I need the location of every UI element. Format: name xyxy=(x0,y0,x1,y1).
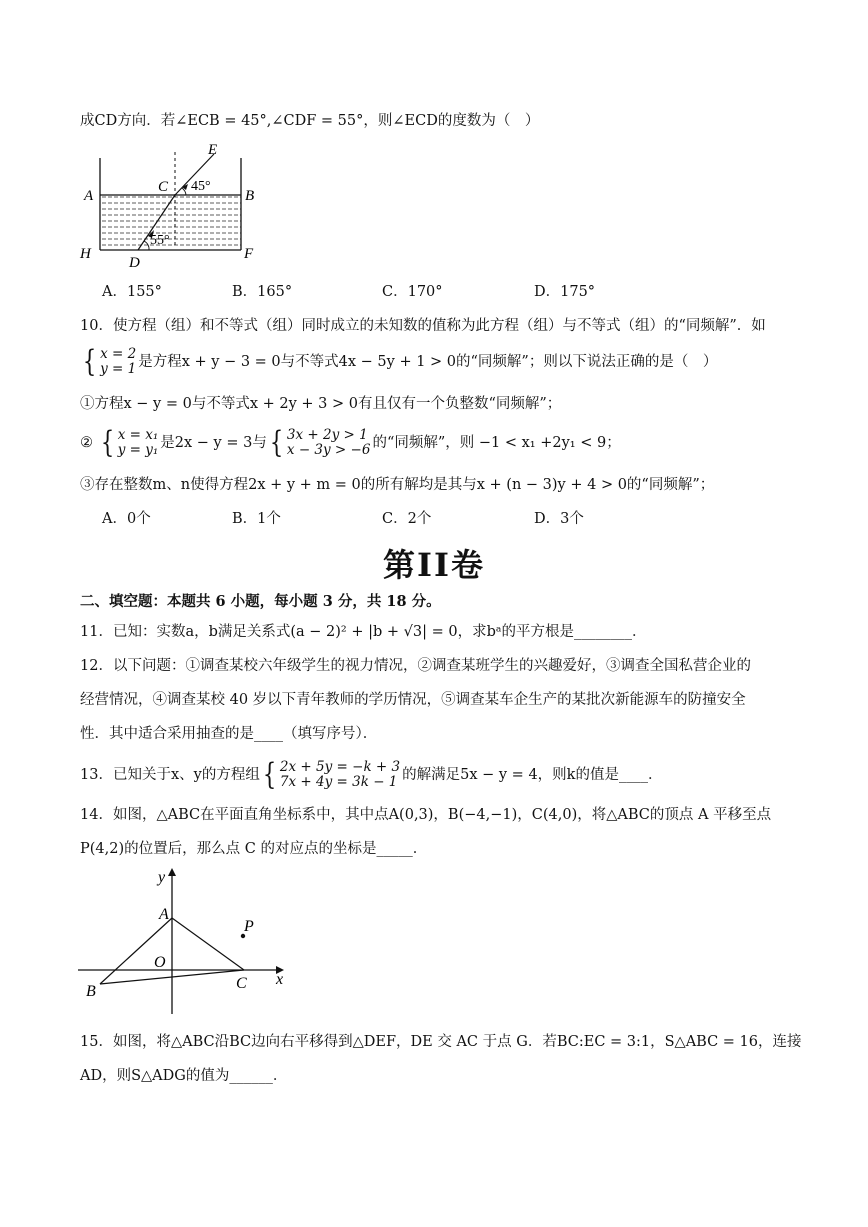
q14-label-x: x xyxy=(276,971,284,988)
q10-statement-3: ③存在整数m、n使得方程2x + y + m = 0的所有解均是其与x + (n − 3)y + 4 > 0的“同频解”； xyxy=(80,477,715,493)
q12-text-1: 12．以下问题：①调查某校六年级学生的视力情况，②调查某班学生的兴趣爱好，③调查全国私营企业的 xyxy=(80,658,751,674)
q10-system-2: 3x + 2y > 1 x − 3y > −6 xyxy=(286,427,371,458)
q10-system-1: x = x₁ y = y₁ xyxy=(117,427,159,458)
q13-system: 2x + 5y = −k + 3 7x + 4y = 3k − 1 xyxy=(279,759,401,790)
q14-text-2: P(4,2)的位置后，那么点 C 的对应点的坐标是_____． xyxy=(80,841,428,857)
q15-text-2: AD，则S△ADG的值为______． xyxy=(80,1068,288,1084)
q9-label-A: A xyxy=(84,188,94,204)
q15-text-1: 15．如图，将△ABC沿BC边向右平移得到△DEF，DE 交 AC 于点 G．若BC:EC = 3:1，S△ABC = 16，连接 xyxy=(80,1034,802,1050)
q14-label-y: y xyxy=(158,869,166,886)
q14-label-A: A xyxy=(159,906,169,923)
q9-figure xyxy=(78,140,278,272)
q14-text-1: 14．如图，△ABC在平面直角坐标系中，其中点A(0,3)，B(−4,−1)，C(4,0)，将△ABC的顶点 A 平移至点 xyxy=(80,807,772,823)
q9-label-45: 45° xyxy=(191,179,211,194)
q14-label-P: P xyxy=(244,918,254,935)
q9-label-D: D xyxy=(129,255,140,271)
q9-label-H: H xyxy=(80,246,91,262)
q9-label-C: C xyxy=(158,179,169,195)
q14-label-O: O xyxy=(154,954,166,971)
section-heading: 二、填空题：本题共 6 小题，每小题 3 分，共 18 分。 xyxy=(80,593,441,610)
q9-label-E: E xyxy=(208,142,218,158)
q9-option-d: D．175° xyxy=(534,284,596,300)
q10-statement-1: ①方程x − y = 0与不等式x + 2y + 3 > 0有且仅有一个负整数“同频解”； xyxy=(80,396,562,412)
q9-option-b: B．165° xyxy=(232,284,293,300)
q12-text-3: 性．其中适合采用抽查的是____（填写序号）． xyxy=(80,726,378,742)
q9-label-55: 55° xyxy=(150,233,170,248)
q10-text-1: 10．使方程（组）和不等式（组）同时成立的未知数的值称为此方程（组）与不等式（组）的“同频解”．如 xyxy=(80,318,766,334)
q11-text: 11．已知：实数a，b满足关系式(a − 2)² + |b + √3| = 0，求bᵃ的平方根是________． xyxy=(80,624,647,640)
part-title: 第II卷 xyxy=(383,546,485,584)
q12-text-2: 经营情况，④调查某校 40 岁以下青年教师的学历情况，⑤调查某车企生产的某批次新能源车的防撞安全 xyxy=(80,692,746,708)
q9-option-c: C．170° xyxy=(382,284,443,300)
q10-option-c: C．2个 xyxy=(382,511,432,527)
q9-option-a: A．155° xyxy=(102,284,162,300)
q9-text: 成CD方向．若∠ECB = 45°,∠CDF = 55°，则∠ECD的度数为（ ） xyxy=(80,113,540,129)
q10-option-a: A．0个 xyxy=(102,511,151,527)
q10-text-2: { x = 2 y = 1 是方程x + y − 3 = 0与不等式4x − 5y + 1 > 0的“同频解”；则以下说法正确的是（ ） xyxy=(82,344,718,379)
q10-option-d: D．3个 xyxy=(534,511,584,527)
q10-statement-2: ② { x = x₁ y = y₁ 是2x − y = 3与{ 3x + 2y > 1 x − 3y > −6 的“同频解”，则 −1 < x₁ +2y₁ < 9； xyxy=(80,425,621,460)
q10-option-b: B．1个 xyxy=(232,511,281,527)
q9-label-B: B xyxy=(245,188,255,204)
q14-label-B: B xyxy=(86,983,96,1000)
q14-label-C: C xyxy=(236,975,247,992)
q9-label-F: F xyxy=(244,246,254,262)
q10-example-system: x = 2 y = 1 xyxy=(100,346,137,377)
q14-figure xyxy=(76,866,296,1016)
q13-text: 13．已知关于x、y的方程组{ 2x + 5y = −k + 3 7x + 4y = 3k − 1 的解满足5x − y = 4，则k的值是____． xyxy=(80,757,663,792)
